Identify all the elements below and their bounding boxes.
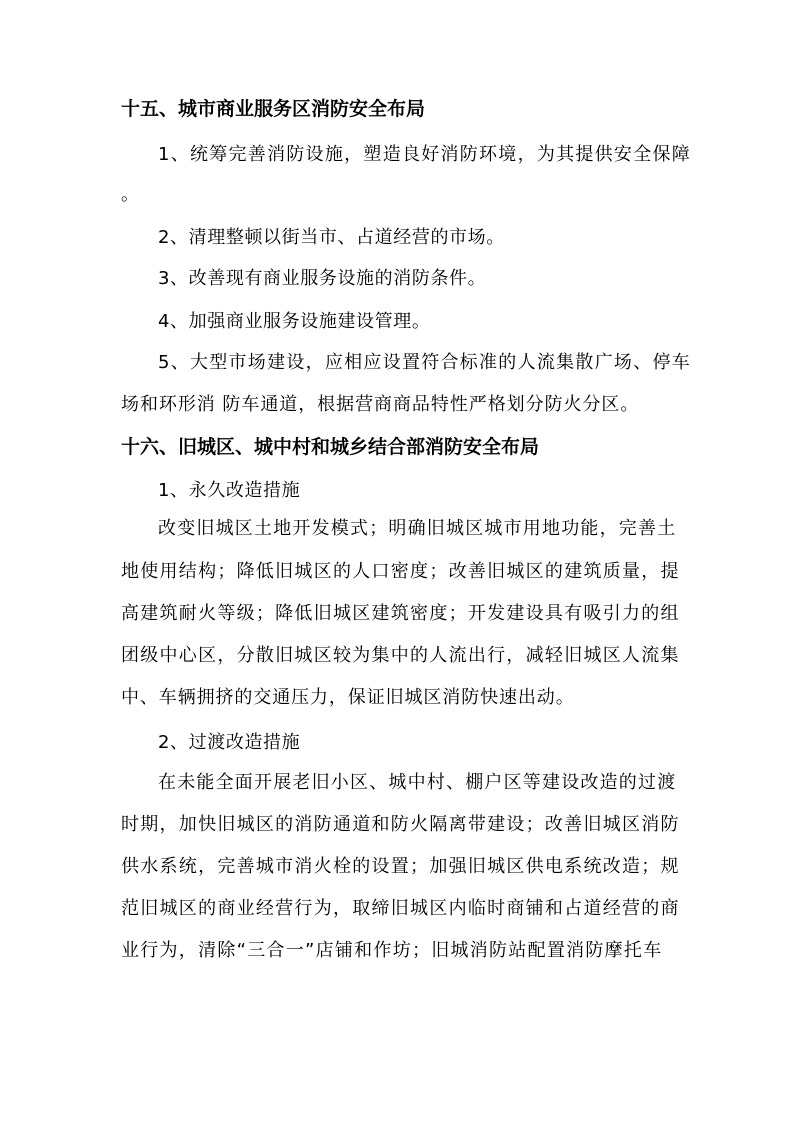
section-16-subsection-2-line: 范旧城区的商业经营行为，取缔旧城区内临时商铺和占道经营的商 (121, 898, 680, 919)
section-16-subsection-1-line: 团级中心区，分散旧城区较为集中的人流出行，减轻旧城区人流集 (121, 645, 680, 666)
section-16-subsection-1-line: 地使用结构；降低旧城区的人口密度；改善旧城区的建筑质量，提 (121, 561, 680, 582)
section-16-subsection-2-line: 在未能全面开展老旧小区、城中村、棚户区等建设改造的过渡 (158, 772, 677, 793)
section-15-item-4: 4、加强商业服务设施建设管理。 (158, 311, 431, 332)
section-16-subsection-2-line: 供水系统，完善城市消火栓的设置；加强旧城区供电系统改造；规 (121, 856, 680, 877)
section-15-item-1-line-2: 。 (121, 184, 139, 205)
section-16-subsection-1-title: 1、永久改造措施 (158, 480, 301, 501)
section-16-subsection-2-line: 时期，加快旧城区的消防通道和防火隔离带建设；改善旧城区消防 (121, 814, 680, 835)
section-15-item-5-line-2: 场和环形消 防车通道，根据营商商品特性严格划分防火分区。 (121, 394, 640, 415)
section-15-item-5-line-1: 5、大型市场建设，应相应设置符合标准的人流集散广场、停车 (158, 352, 692, 373)
section-15-item-1-line-1: 1、统筹完善消防设施，塑造良好消防环境，为其提供安全保障 (158, 144, 692, 165)
section-16-subsection-1-line: 高建筑耐火等级；降低旧城区建筑密度；开发建设具有吸引力的组 (121, 603, 680, 624)
section-16-subsection-1-line: 中、车辆拥挤的交通压力，保证旧城区消防快速出动。 (121, 687, 575, 708)
section-16-subsection-2-line: 业行为，清除“三合一”店铺和作坊；旧城消防站配置消防摩托车 (121, 940, 663, 961)
section-15-item-2: 2、清理整顿以街当市、占道经营的市场。 (158, 227, 505, 248)
section-16-heading: 十六、旧城区、城中村和城乡结合部消防安全布局 (121, 436, 540, 458)
section-15-item-3: 3、改善现有商业服务设施的消防条件。 (158, 268, 487, 289)
section-16-subsection-1-line: 改变旧城区土地开发模式；明确旧城区城市用地功能，完善土 (158, 518, 677, 539)
section-15-heading: 十五、城市商业服务区消防安全布局 (121, 98, 426, 120)
section-16-subsection-2-title: 2、过渡改造措施 (158, 732, 301, 753)
